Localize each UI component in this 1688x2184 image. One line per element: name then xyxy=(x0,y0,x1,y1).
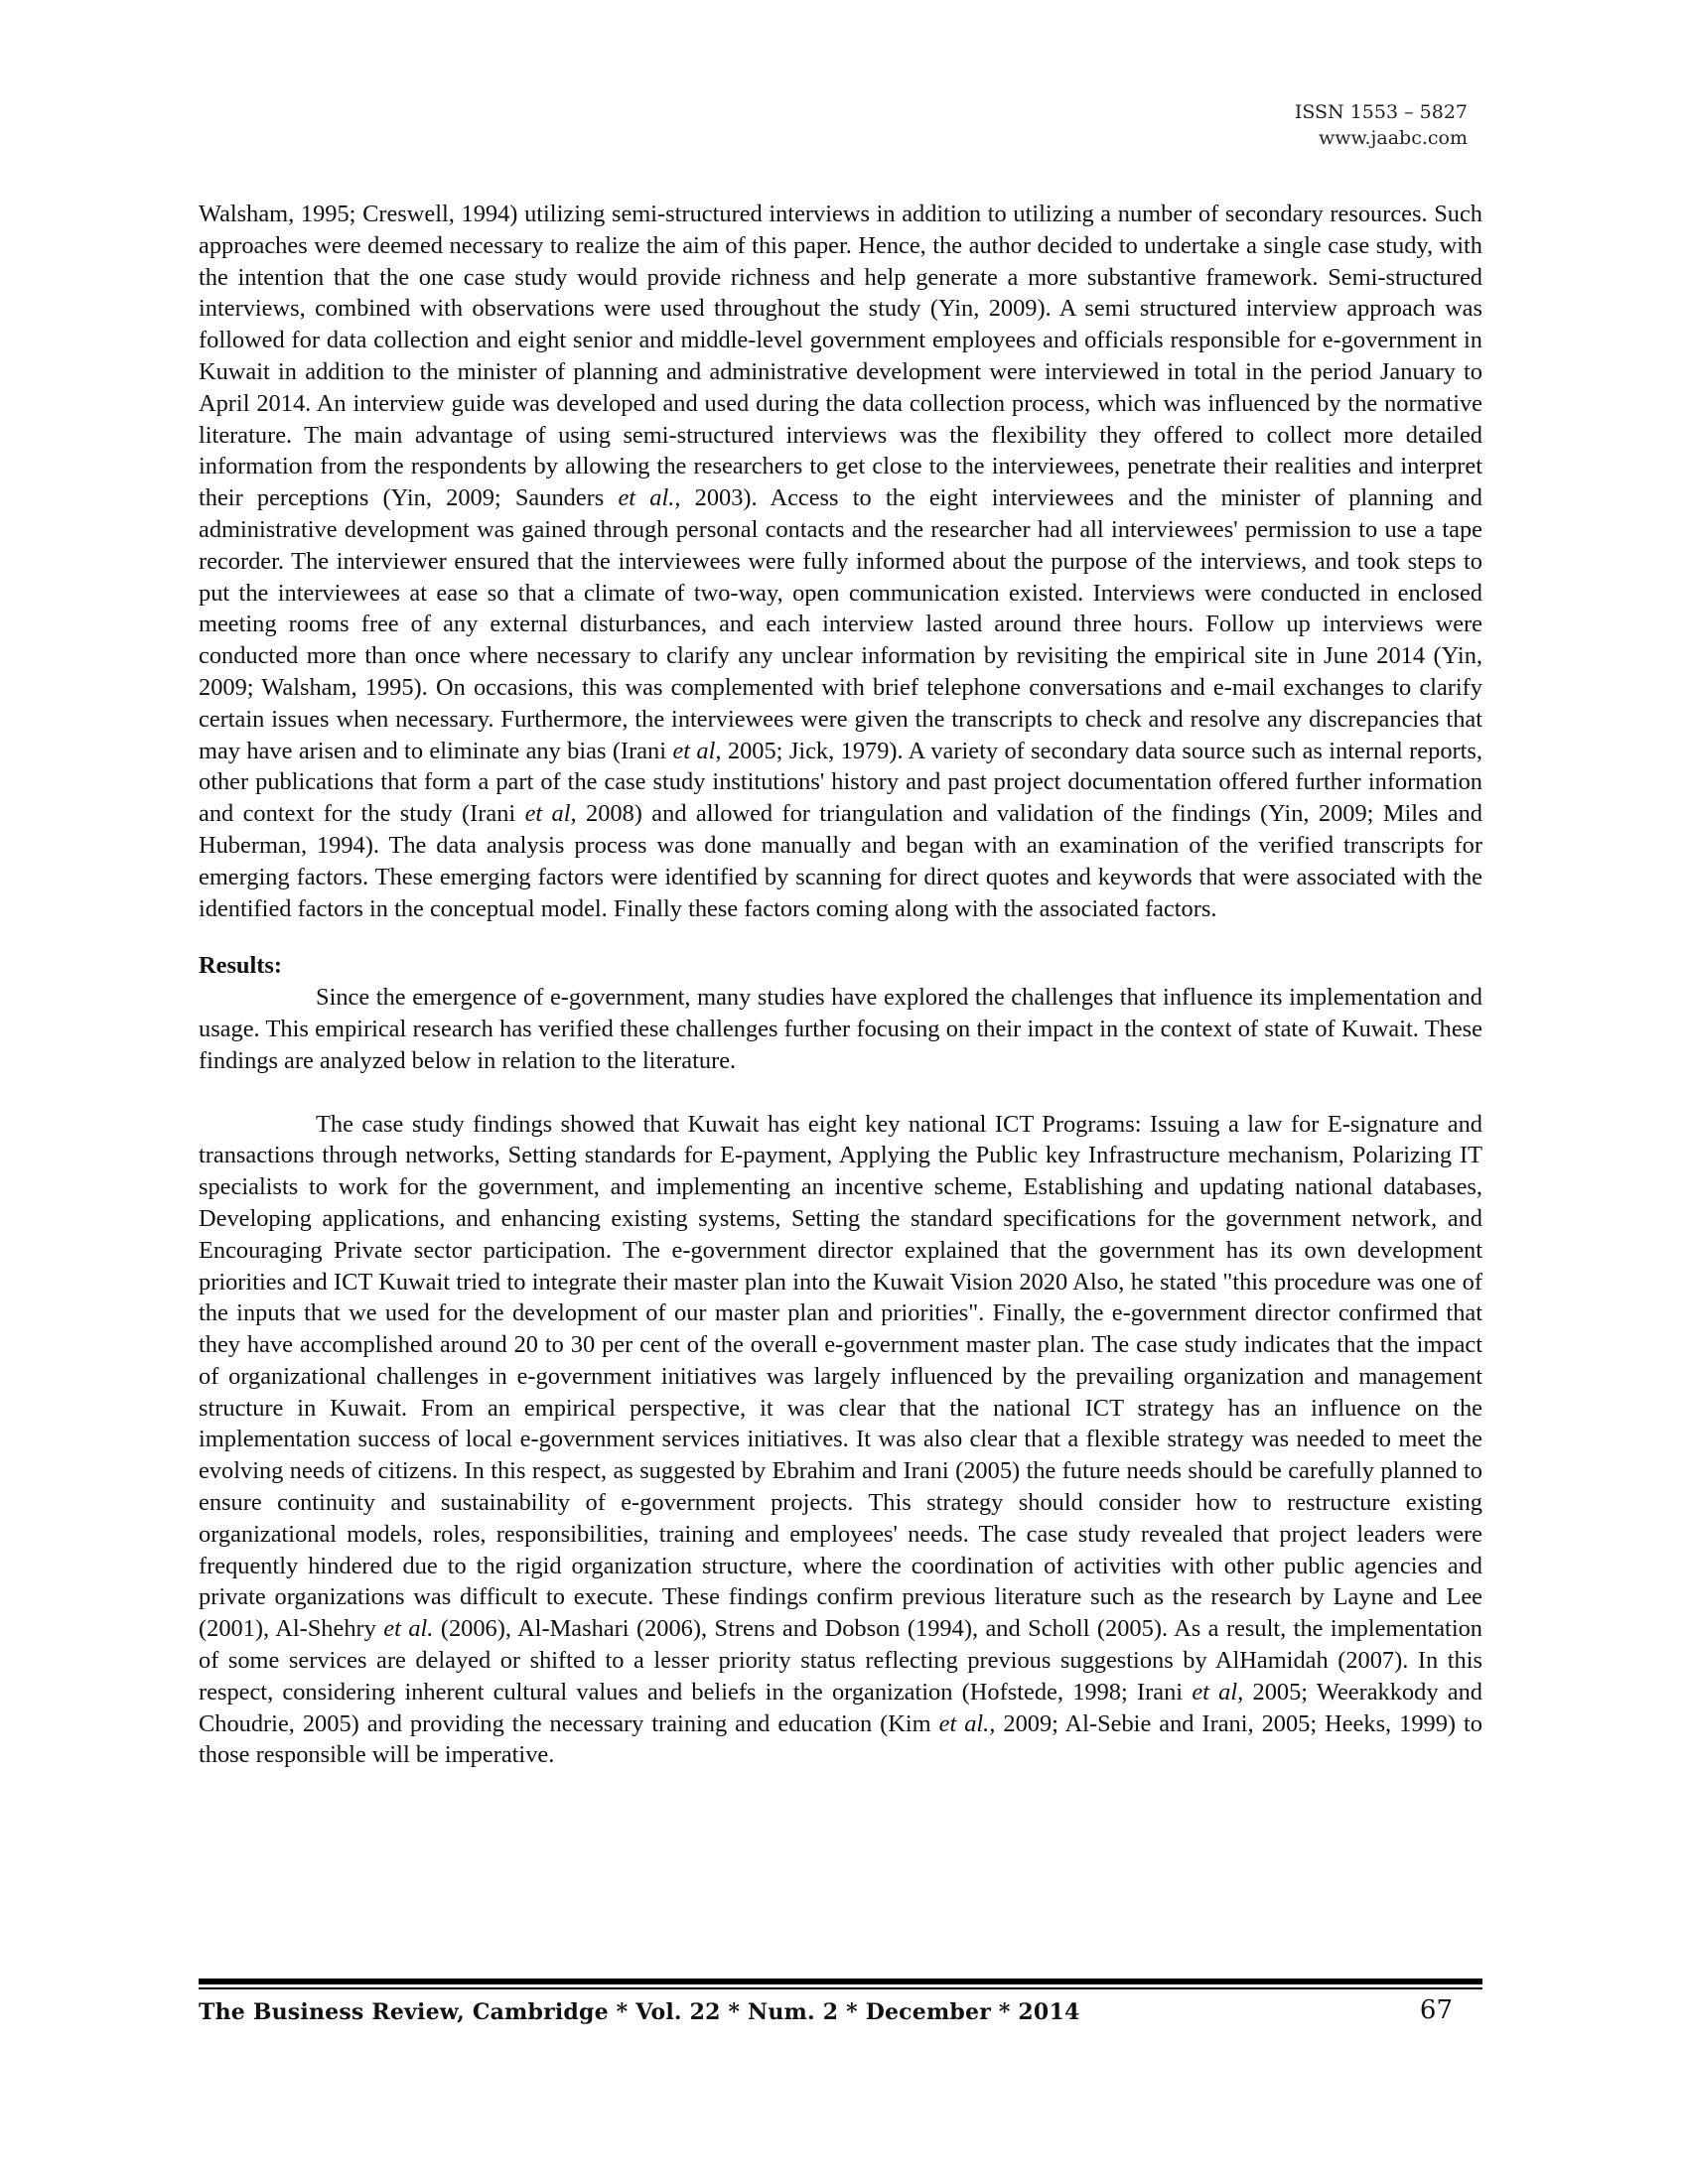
issn-label: ISSN 1553 – 5827 xyxy=(1294,101,1468,123)
methodology-paragraph: Walsham, 1995; Creswell, 1994) utilizing semi-structured interviews in addition to utilizing a number of secondary resources. Such approaches were deemed necessary to realize the aim of this paper. Hence, the author decided to undertake a single case study, with the intention that the one case study would provide richness and help generate a more substantive framework. Semi-structured interviews, combined with observations were used throughout the study (Yin, 2009). A semi structured interview approach was followed for data collection and eight senior and middle-level government employees and officials responsible for e-government in Kuwait in addition to the minister of planning and administrative development were interviewed in total in the period January to April 2014. An interview guide was developed and used during the data collection process, which was influenced by the normative literature. The main advantage of using semi-structured interviews was the flexibility they offered to collect more detailed information from the respondents by allowing the researchers to get close to the interviewees, penetrate their realities and interpret their perceptions (Yin, 2009; Saunders et al., 2003). Access to the eight interviewees and the minister of planning and administrative development was gained through personal contacts and the researcher had all interviewees' permission to use a tape recorder. The interviewer ensured that the interviewees were fully informed about the purpose of the interviews, and took steps to put the interviewees at ease so that a climate of two-way, open communication existed. Interviews were conducted in enclosed meeting rooms free of any external disturbances, and each interview lasted around three hours. Follow up interviews were conducted more than once where necessary to clarify any unclear information by revisiting the empirical site in June 2014 (Yin, 2009; Walsham, 1995). On occasions, this was complemented with brief telephone conversations and e-mail exchanges to clarify certain issues when necessary. Furthermore, the interviewees were given the transcripts to check and resolve any discrepancies that may have arisen and to eliminate any bias (Irani et al, 2005; Jick, 1979). A variety of secondary data source such as internal reports, other publications that form a part of the case study institutions' history and past project documentation offered further information and context for the study (Irani et al, 2008) and allowed for triangulation and validation of the findings (Yin, 2009; Miles and Huberman, 1994). The data analysis process was done manually and began with an examination of the verified transcripts for emerging factors. These emerging factors were identified by scanning for direct quotes and keywords that were associated with the identified factors in the conceptual model. Finally these factors coming along with the associated factors. xyxy=(199,201,1483,922)
italic-citation: et al. xyxy=(383,1615,434,1643)
italic-citation: et al., xyxy=(938,1709,996,1737)
results-heading: Results: xyxy=(199,952,283,980)
footer-rule-thick xyxy=(199,1979,1482,1984)
website-label: www.jaabc.com xyxy=(1318,127,1468,149)
results-paragraph-2: The case study findings showed that Kuwait has eight key national ICT Programs: Issuing a law for E-signature and transactions through networks, Setting standards for E-payment, Applying the Public key Infrastructure mechanism, Polarizing IT specialists to work for the government, and implementing an incentive scheme, Establishing and updating national databases, Developing applications, and enhancing existing systems, Setting the standard specifications for the government network, and Encouraging Private sector participation. The e-government director explained that the government has its own development priorities and ICT Kuwait tried to integrate their master plan into the Kuwait Vision 2020 Also, he stated "this procedure was one of the inputs that we used for the development of our master plan and priorities". Finally, the e-government director confirmed that they have accomplished around 20 to 30 per cent of the overall e-government master plan. The case study indicates that the impact of organizational challenges in e-government initiatives was largely influenced by the prevailing organization and management structure in Kuwait. From an empirical perspective, it was clear that the national ICT strategy has an influence on the implementation success of local e-government services initiatives. It was also clear that a flexible strategy was needed to meet the evolving needs of citizens. In this respect, as suggested by Ebrahim and Irani (2005) the future needs should be carefully planned to ensure continuity and sustainability of e-government projects. This strategy should consider how to restructure existing organizational models, roles, responsibilities, training and employees' needs. The case study revealed that project leaders were frequently hindered due to the rigid organization structure, where the coordination of activities with other public agencies and private organizations was difficult to execute. These findings confirm previous literature such as the research by Layne and Lee (2001), Al-Shehry et al. (2006), Al-Mashari (2006), Strens and Dobson (1994), and Scholl (2005). As a result, the implementation of some services are delayed or shifted to a lesser priority status reflecting previous suggestions by AlHamidah (2007). In this respect, considering inherent cultural values and beliefs in the organization (Hofstede, 1998; Irani et al, 2005; Weerakkody and Choudrie, 2005) and providing the necessary training and education (Kim et al., 2009; Al-Sebie and Irani, 2005; Heeks, 1999) to those responsible will be imperative. xyxy=(199,1110,1482,1769)
article-body xyxy=(199,199,1482,1771)
page-number: 67 xyxy=(1419,1995,1453,2025)
italic-citation: et al, xyxy=(524,800,577,828)
page-header xyxy=(1295,99,1468,151)
journal-citation: The Business Review, Cambridge * Vol. 22 * Num. 2 * December * 2014 xyxy=(199,1999,1080,2025)
italic-citation: et al., xyxy=(618,484,681,512)
results-paragraph-1: Since the emergence of e-government, many studies have explored the challenges that influence its implementation and usage. This empirical research has verified these challenges further focusing on their impact in the context of state of Kuwait. These findings are analyzed below in relation to the literature. xyxy=(199,984,1482,1074)
italic-citation: et al, xyxy=(1192,1678,1244,1706)
italic-citation: et al, xyxy=(672,737,722,764)
footer-rule-thin xyxy=(199,1987,1482,1989)
